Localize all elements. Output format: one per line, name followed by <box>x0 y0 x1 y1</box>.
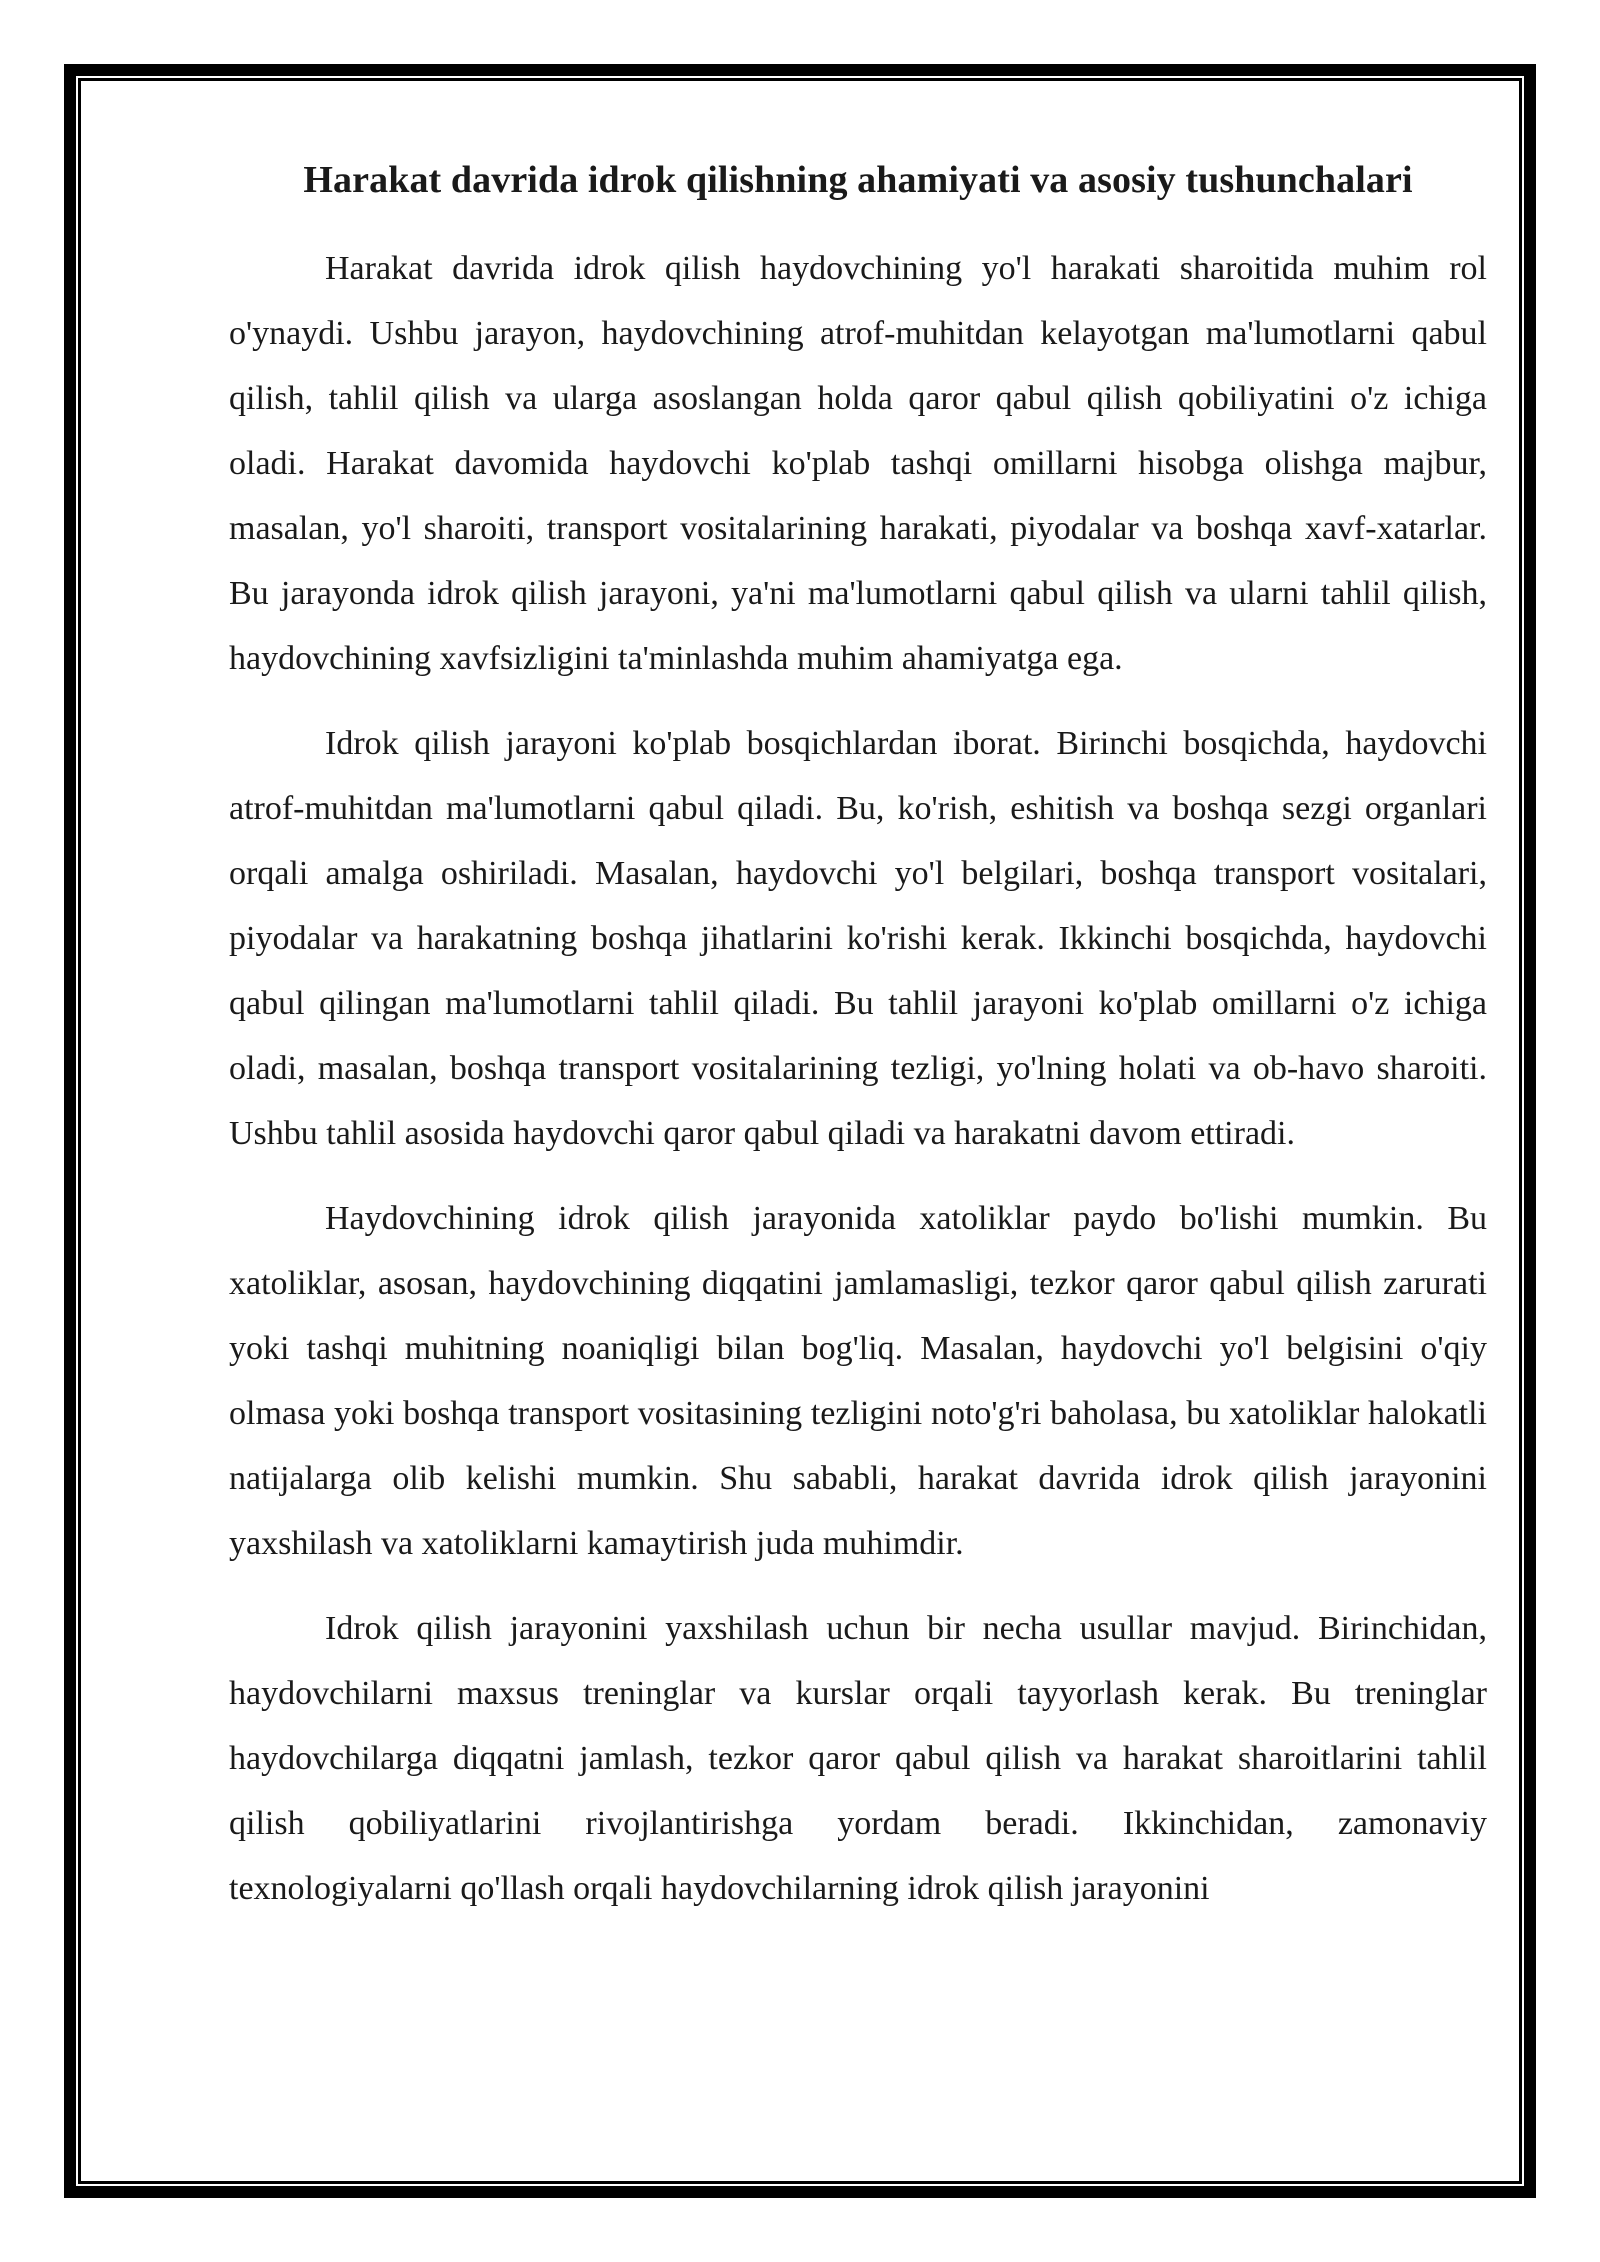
paragraph-3: Haydovchining idrok qilish jarayonida xatoliklar paydo bo'lishi mumkin. Bu xatoliklar, asosan, haydovchining diqqatini jamlamasligi, tezkor qaror qabul qilish zarurati yoki tashqi muhitning noaniqligi bilan bog'liq. Masalan, haydovchi yo'l belgisini o'qiy olmasa yoki boshqa transport vositasining tezligini noto'g'ri baholasa, bu xatoliklar halokatli natijalarga olib kelishi mumkin. Shu sababli, harakat davrida idrok qilish jarayonini yaxshilash va xatoliklarni kamaytirish juda muhimdir. <box>229 1200 1487 1562</box>
document-title: Harakat davrida idrok qilishning ahamiyati va asosiy tushunchalari <box>303 159 1413 201</box>
paragraph-1: Harakat davrida idrok qilish haydovchining yo'l harakati sharoitida muhim rol o'ynaydi. Ushbu jarayon, haydovchining atrof-muhitdan kelayotgan ma'lumotlarni qabul qilish, tahlil qilish va ularga asoslangan holda qaror qabul qilish qobiliyatini o'z ichiga oladi. Harakat davomida haydovchi ko'plab tashqi omillarni hisobga olishga majbur, masalan, yo'l sharoiti, transport vositalarining harakati, piyodalar va boshqa xavf-xatarlar. Bu jarayonda idrok qilish jarayoni, ya'ni ma'lumotlarni qabul qilish va ularni tahlil qilish, haydovchining xavfsizligini ta'minlashda muhim ahamiyatga ega. <box>229 250 1487 677</box>
paragraph-4: Idrok qilish jarayonini yaxshilash uchun bir necha usullar mavjud. Birinchidan, haydovchilarni maxsus treninglar va kurslar orqali tayyorlash kerak. Bu treninglar haydovchilarga diqqatni jamlash, tezkor qaror qabul qilish va harakat sharoitlarini tahlil qilish qobiliyatlarini rivojlantirishga yordam beradi. Ikkinchidan, zamonaviy texnologiyalarni qo'llash orqali haydovchilarning idrok qilish jarayonini <box>229 1610 1487 1907</box>
document-body <box>229 150 1487 1941</box>
paragraph-2: Idrok qilish jarayoni ko'plab bosqichlardan iborat. Birinchi bosqichda, haydovchi atrof-muhitdan ma'lumotlarni qabul qiladi. Bu, ko'rish, eshitish va boshqa sezgi organlari orqali amalga oshiriladi. Masalan, haydovchi yo'l belgilari, boshqa transport vositalari, piyodalar va harakatning boshqa jihatlarini ko'rishi kerak. Ikkinchi bosqichda, haydovchi qabul qilingan ma'lumotlarni tahlil qiladi. Bu tahlil jarayoni ko'plab omillarni o'z ichiga oladi, masalan, boshqa transport vositalarining tezligi, yo'lning holati va ob-havo sharoiti. Ushbu tahlil asosida haydovchi qaror qabul qiladi va harakatni davom ettiradi. <box>229 725 1487 1152</box>
